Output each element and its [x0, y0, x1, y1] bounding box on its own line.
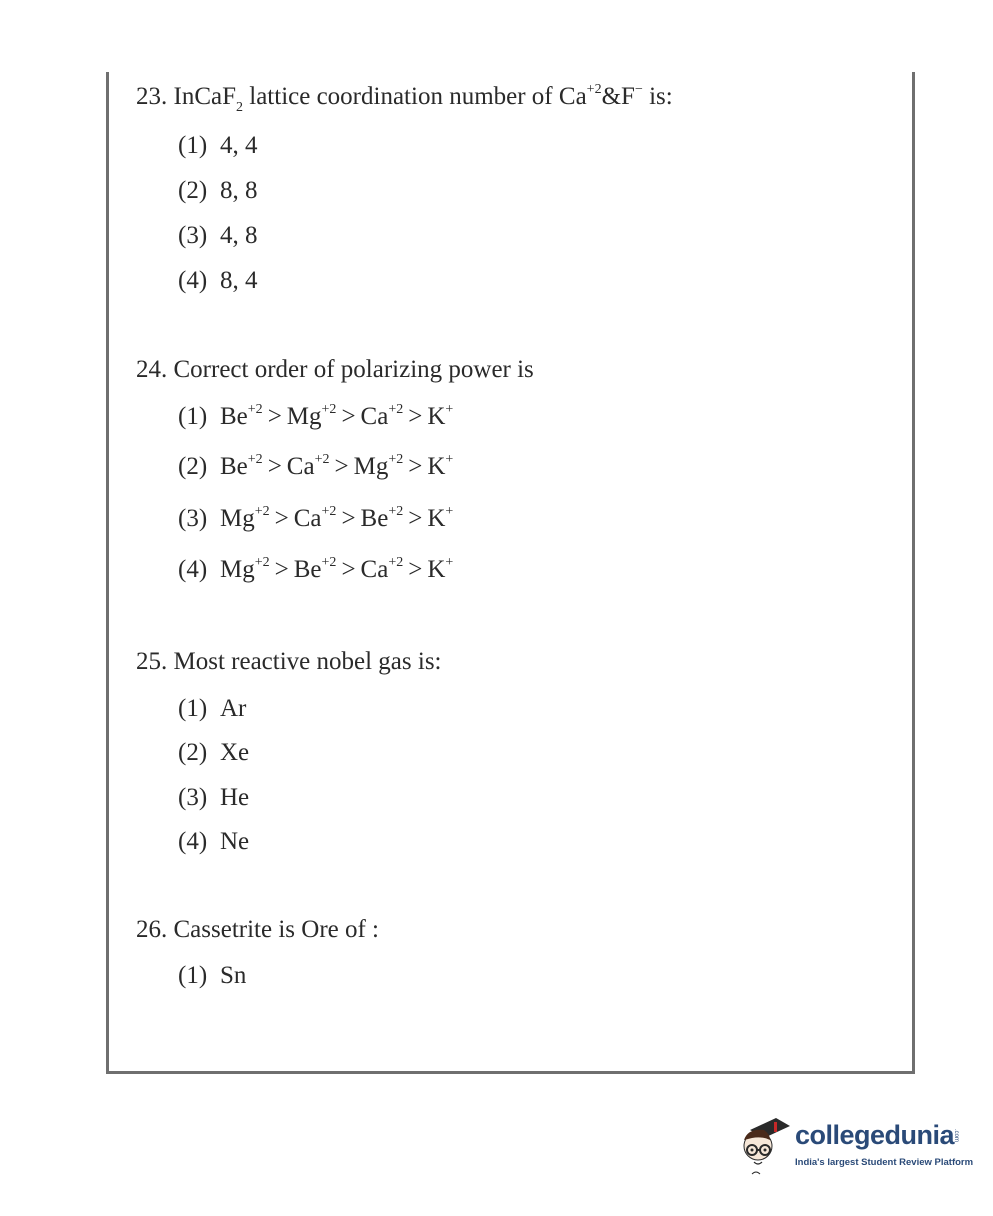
question-text: Cassetrite is Ore of :	[173, 916, 380, 943]
question-suffix: is:	[649, 83, 673, 110]
question-25	[136, 647, 442, 677]
question-number: 26.	[136, 916, 168, 943]
ion-f: F−	[621, 82, 643, 110]
q23-option-1: (1) 4, 4	[178, 132, 258, 159]
question-23	[136, 82, 673, 115]
question-number: 25.	[136, 648, 168, 675]
q25-option-4: (4) Ne	[178, 828, 250, 855]
logo-tagline: India's largest Student Review Platform	[795, 1157, 974, 1168]
q23-option-3: (3) 4, 8	[178, 222, 258, 249]
q26-option-1: (1) Sn	[178, 962, 247, 989]
question-26	[136, 915, 379, 945]
logo-com: .com	[953, 1129, 959, 1143]
q24-option-4: (4) $Mg^{+2} > Be^{+2} > Ca^{+2} > K^+$	[178, 555, 454, 583]
q24-option-3: (3) $Mg^{+2} > Ca^{+2} > Be^{+2} > K^+$	[178, 504, 454, 532]
q24-option-1: (1) $Be^{+2} > Mg^{+2} > Ca^{+2} > K^+$	[178, 402, 454, 430]
question-text: lattice coordination number of	[249, 83, 553, 110]
q24-option-2: (2) $Be^{+2} > Ca^{+2} > Mg^{+2} > K^+$	[178, 452, 454, 480]
ion-ca: $Ca^{+2}$	[558, 82, 602, 110]
q23-option-4: (4) 8, 4	[178, 267, 258, 294]
question-text: Correct order of polarizing power is	[173, 356, 534, 383]
ampersand: &	[601, 83, 622, 110]
question-number: 24.	[136, 356, 168, 383]
question-number: 23.	[136, 83, 168, 110]
question-24	[136, 355, 534, 385]
logo-wordmark: collegedunia	[795, 1120, 955, 1150]
question-text: Most reactive nobel gas is:	[173, 648, 442, 675]
q25-option-1: (1) Ar	[178, 695, 247, 722]
q25-option-2: (2) Xe	[178, 739, 250, 766]
question-prefix: In	[173, 83, 195, 110]
formula-caf2: CaF$_2$	[194, 83, 244, 115]
q23-option-2: (2) 8, 8	[178, 177, 258, 204]
q25-option-3: (3) He	[178, 784, 250, 811]
